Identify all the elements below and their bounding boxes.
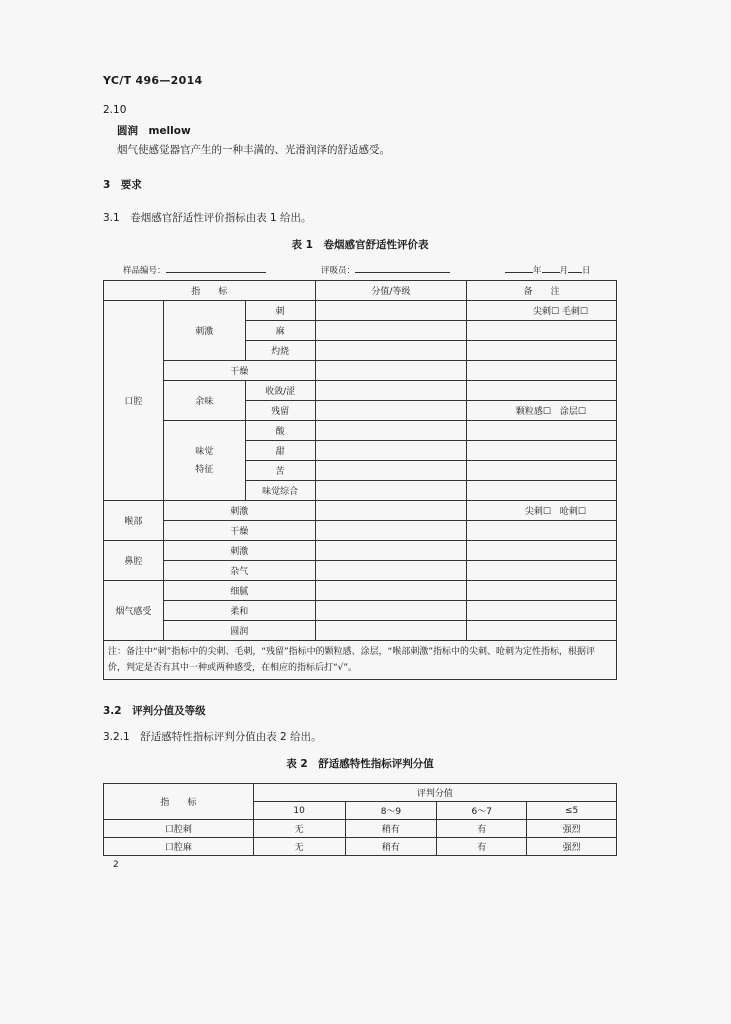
item-residual: 残留: [245, 401, 315, 421]
section-number: 2.10: [103, 104, 127, 116]
section-heading: 3 要求: [103, 179, 142, 191]
reviewer-line: [355, 263, 450, 273]
remark-cell[interactable]: [467, 321, 617, 341]
score-cell[interactable]: [315, 501, 467, 521]
t2-cell: 稍有: [345, 838, 437, 856]
score-cell[interactable]: [315, 541, 467, 561]
item-fine: 细腻: [163, 581, 315, 601]
score-cell[interactable]: [315, 561, 467, 581]
score-cell[interactable]: [315, 301, 467, 321]
col-remark: 备 注: [467, 281, 617, 301]
score-table: [103, 783, 617, 856]
remark-cell[interactable]: [467, 441, 617, 461]
remark-residual[interactable]: 颗粒感☐ 涂层☐: [467, 401, 617, 421]
paragraph-3-1: 3.1 卷烟感官舒适性评价指标由表 1 给出。: [103, 212, 312, 224]
item-dry: 干燥: [163, 361, 315, 381]
t2-score-col: 8～9: [345, 802, 437, 820]
month-line: [542, 263, 560, 273]
col-indicator: 指 标: [104, 281, 316, 301]
year-label: 年: [533, 266, 542, 276]
item-throat-dry: 干燥: [163, 521, 315, 541]
score-cell[interactable]: [315, 341, 467, 361]
reviewer-field: [321, 263, 450, 276]
item-ma: 麻: [245, 321, 315, 341]
item-mellow: 圆润: [163, 621, 315, 641]
term-definition: 烟气使感觉器官产生的一种丰满的、光滑润泽的舒适感受。: [117, 144, 390, 156]
score-cell[interactable]: [315, 321, 467, 341]
year-line: [505, 263, 533, 273]
remark-cell[interactable]: [467, 561, 617, 581]
item-nasal-misc: 杂气: [163, 561, 315, 581]
day-label: 日: [582, 266, 591, 276]
t2-col-score: 评判分值: [253, 784, 616, 802]
score-cell[interactable]: [315, 381, 467, 401]
score-cell[interactable]: [315, 421, 467, 441]
month-label: 月: [559, 266, 569, 276]
score-cell[interactable]: [315, 601, 467, 621]
t2-cell: 强烈: [527, 838, 617, 856]
t2-score-col: ≤5: [527, 802, 617, 820]
subgroup-taste: 味觉 特征: [163, 421, 245, 501]
page-number: 2: [113, 860, 119, 870]
subgroup-aftertaste: 余味: [163, 381, 245, 421]
item-ci: 刺: [245, 301, 315, 321]
score-cell[interactable]: [315, 441, 467, 461]
remark-cell[interactable]: [467, 381, 617, 401]
term-title: 圆润 mellow: [117, 125, 191, 137]
remark-cell[interactable]: [467, 481, 617, 501]
score-cell[interactable]: [315, 361, 467, 381]
remark-cell[interactable]: [467, 361, 617, 381]
table1-note: 注：备注中“刺”指标中的尖刺、毛刺，“残留”指标中的颗粒感、涂层，“喉部刺激”指标中的尖刺、呛刺为定性指标，根据评价，判定是否有其中一种或两种感受，在相应的指标后打“√”。: [104, 641, 617, 680]
table1-caption: 表 1 卷烟感官舒适性评价表: [291, 239, 429, 251]
table-row: [104, 820, 617, 838]
reviewer-label: 评吸员：: [321, 266, 356, 276]
t2-row-name: 口腔刺: [104, 820, 254, 838]
group-smoke: 烟气感受: [104, 581, 164, 641]
paragraph-3-2-1: 3.2.1 舒适感特性指标评判分值由表 2 给出。: [103, 731, 322, 743]
item-bitter: 苦: [245, 461, 315, 481]
section-3-2-heading: 3.2 评判分值及等级: [103, 705, 206, 717]
remark-ci[interactable]: 尖刺☐ 毛刺☐: [467, 301, 617, 321]
item-nasal-stim: 刺激: [163, 541, 315, 561]
t2-row-name: 口腔麻: [104, 838, 254, 856]
item-throat-stim: 刺激: [163, 501, 315, 521]
group-oral: 口腔: [104, 301, 164, 501]
remark-cell[interactable]: [467, 521, 617, 541]
table2-caption: 表 2 舒适感特性指标评判分值: [286, 758, 434, 770]
score-cell[interactable]: [315, 581, 467, 601]
t2-cell: 强烈: [527, 820, 617, 838]
sample-id-field: [123, 263, 266, 276]
t2-cell: 有: [437, 838, 527, 856]
item-shoulian: 收敛/涩: [245, 381, 315, 401]
table-row: [104, 838, 617, 856]
score-cell[interactable]: [315, 461, 467, 481]
t2-cell: 无: [253, 820, 345, 838]
group-throat: 喉部: [104, 501, 164, 541]
item-sour: 酸: [245, 421, 315, 441]
day-line: [568, 263, 582, 273]
t2-score-col: 10: [253, 802, 345, 820]
subgroup-stimulus: 刺激: [163, 301, 245, 361]
remark-cell[interactable]: [467, 621, 617, 641]
item-soft: 柔和: [163, 601, 315, 621]
date-field: [505, 263, 591, 276]
remark-cell[interactable]: [467, 541, 617, 561]
remark-cell[interactable]: [467, 581, 617, 601]
sample-id-label: 样品编号：: [123, 266, 166, 276]
score-cell[interactable]: [315, 401, 467, 421]
score-cell[interactable]: [315, 621, 467, 641]
item-sweet: 甜: [245, 441, 315, 461]
remark-cell[interactable]: [467, 421, 617, 441]
t2-cell: 稍有: [345, 820, 437, 838]
doc-header: YC/T 496—2014: [103, 74, 203, 87]
remark-throat[interactable]: 尖刺☐ 呛刺☐: [467, 501, 617, 521]
t2-cell: 无: [253, 838, 345, 856]
score-cell[interactable]: [315, 481, 467, 501]
sample-id-line: [166, 263, 266, 273]
t2-cell: 有: [437, 820, 527, 838]
group-nasal: 鼻腔: [104, 541, 164, 581]
item-zhuore: 灼烧: [245, 341, 315, 361]
score-cell[interactable]: [315, 521, 467, 541]
remark-cell[interactable]: [467, 341, 617, 361]
remark-cell[interactable]: [467, 461, 617, 481]
t2-score-col: 6～7: [437, 802, 527, 820]
col-score: 分值/等级: [315, 281, 467, 301]
t2-col-indicator: 指 标: [104, 784, 254, 820]
item-taste-overall: 味觉综合: [245, 481, 315, 501]
remark-cell[interactable]: [467, 601, 617, 621]
evaluation-table: [103, 280, 617, 680]
